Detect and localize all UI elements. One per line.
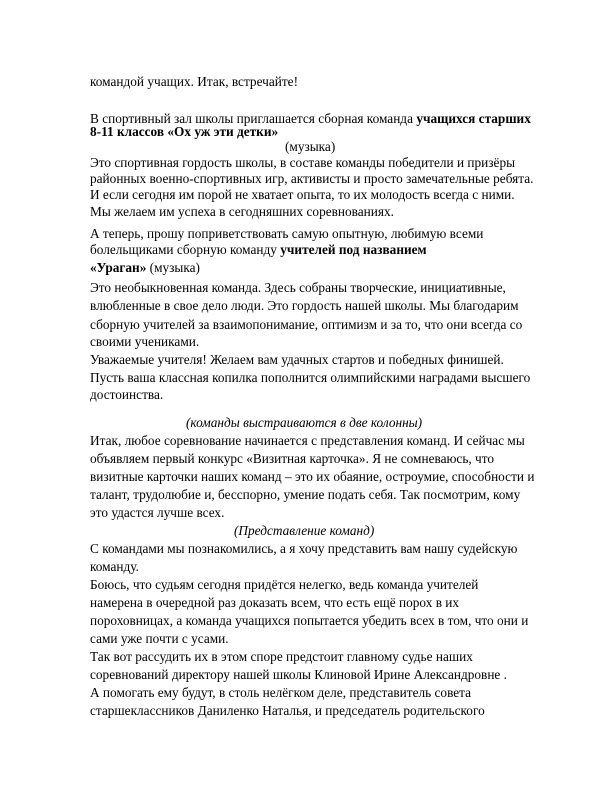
paragraph-line: сами уже почти с усами. [90,631,229,646]
stage-direction: (Представление команд) [234,523,375,538]
paragraph-line: районных военно-спортивных игр, активисты и просто замечательные ребята. [90,171,534,186]
paragraph-line: старшеклассников Даниленко Наталья, и председатель родительского [90,703,485,718]
paragraph-line [90,242,427,258]
text-run: (музыка) [146,260,200,275]
paragraph-line: Это необыкновенная команда. Здесь собраны творческие, инициативные, [90,280,506,295]
text-run: В спортивный зал школы приглашается сборная команда [90,111,417,126]
paragraph-line: достоинства. [90,387,164,402]
paragraph-line: А теперь, прошу поприветствовать самую опытную, любимую всеми [90,226,484,241]
paragraph-line: Так вот рассудить их в этом споре предстоит главному судье наших [90,649,473,664]
text-run: болельщиками сборную команду [90,242,281,257]
paragraph-line: С командами мы познакомились, а я хочу представить вам нашу судейскую [90,541,518,556]
paragraph-line: Мы желаем им успеха в сегодняшних соревнованиях. [90,204,394,219]
paragraph-line: своими учениками. [90,334,200,349]
paragraph-line: влюбленные в свое дело люди. Это гордость нашей школы. Мы благодарим [90,298,519,313]
bold-text: учителей под названием [280,242,427,257]
stage-direction: (команды выстраиваются в две колонны) [186,415,423,430]
bold-text: учащихся старших [416,111,531,126]
paragraph-line: объявляем первый конкурс «Визитная карточка». Я не сомневаюсь, что [90,451,495,466]
stage-direction: (музыка) [285,139,336,154]
paragraph-line: И если сегодня им порой не хватает опыта, то их молодость всегда с ними. [90,187,515,202]
paragraph-line: А помогать ему будут, в столь нелёгком деле, представитель совета [90,685,472,700]
paragraph-line: Уважаемые учителя! Желаем вам удачных стартов и победных финишей. [90,352,504,367]
paragraph-line: Итак, любое соревнование начинается с представления команд. И сейчас мы [90,433,525,448]
paragraph-line: это удастся лучше всех. [90,505,225,520]
paragraph-line: соревнований директору нашей школы Клиновой Ирине Александровне . [90,667,507,682]
paragraph-line: визитные карточки наших команд – это их обаяние, остроумие, способности и [90,469,535,484]
paragraph-line: командой учащих. Итак, встречайте! [90,74,298,89]
paragraph-line: Пусть ваша классная копилка пополнится олимпийскими наградами высшего [90,370,531,385]
paragraph-line: пороховницах, а команда учащихся попытается убедить всех в том, что они и [90,613,529,628]
paragraph-line: команду. [90,559,139,574]
paragraph-line [90,260,200,276]
paragraph-line: намерена в очередной раз доказать всем, что есть ещё порох в их [90,595,460,610]
paragraph-line: талант, трудолюбие и, бесспорно, умение подать себя. Так посмотрим, кому [90,487,521,502]
paragraph-line: Боюсь, что судьям сегодня придётся нелегко, ведь команда учителей [90,577,479,592]
bold-text: «Ураган» [90,260,147,275]
team-name-heading: 8-11 классов «Ох уж эти детки» [90,124,279,139]
paragraph-line: Это спортивная гордость школы, в составе команды победители и призёры [90,155,516,170]
paragraph-line: сборную учителей за взаимопонимание, оптимизм и за то, что они всегда со [90,317,523,332]
